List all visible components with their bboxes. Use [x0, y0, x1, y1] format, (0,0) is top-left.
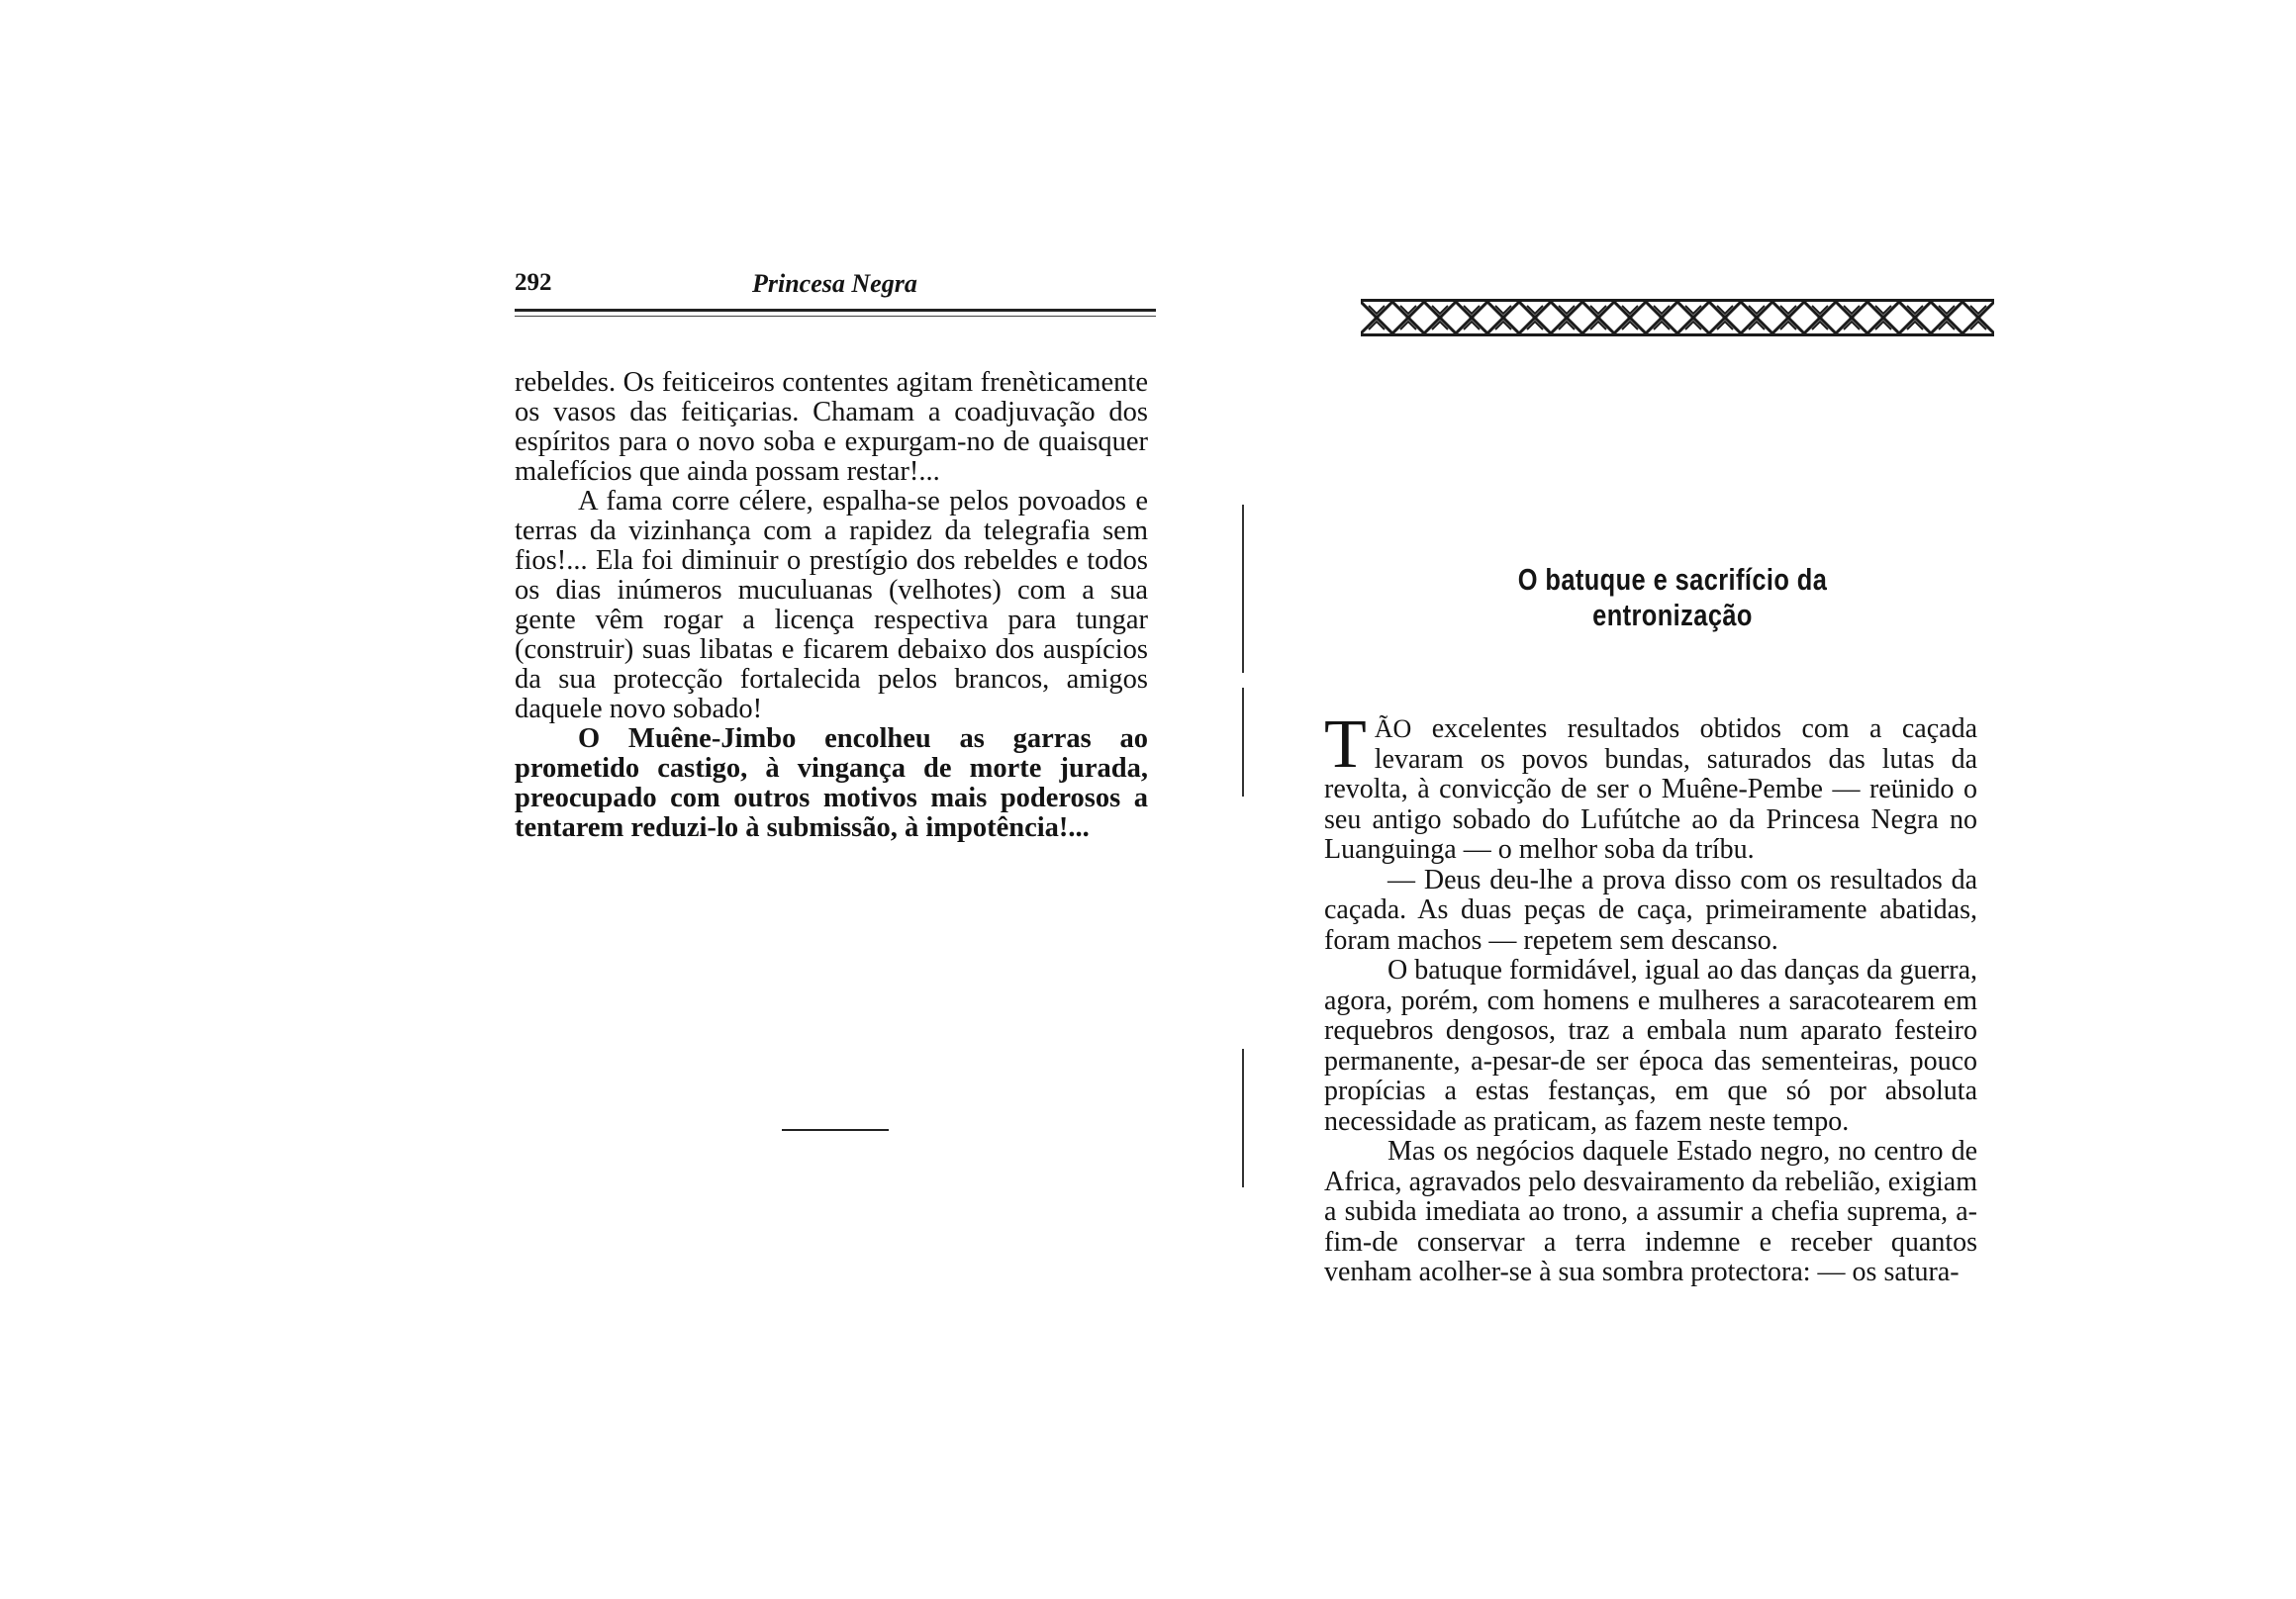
left-body-text [515, 368, 1148, 843]
running-title: Princesa Negra [752, 269, 917, 298]
paragraph: Mas os negócios daquele Estado negro, no centro de Africa, agravados pelo desvairamento da rebelião, exigiam a subida imediata ao trono, a assumir a chefia suprema, a-fim-de conservar a terra indemne e receber quantos venham acolher-se à sua sombra protectora: — os satura- [1324, 1136, 1977, 1287]
gutter-mark [1242, 505, 1244, 673]
running-head [515, 269, 1158, 309]
end-rule [782, 1129, 889, 1131]
right-body-text [1324, 706, 1977, 1288]
header-rule [515, 309, 1156, 312]
ornament-band [1361, 299, 1994, 336]
gutter-mark [1242, 1049, 1244, 1187]
paragraph: O Muêne-Jimbo encolheu as garras ao prometido castigo, à vingança de morte jurada, preocupado com outros motivos mais poderosos a tentarem reduzi-lo à submissão, à impotência!... [515, 723, 1148, 843]
gutter-marks [1242, 495, 1246, 1187]
gutter-mark [1242, 688, 1244, 797]
paragraph: — Deus deu-lhe a prova disso com os resultados da caçada. As duas peças de caça, primeiramente abatidas, foram machos — repetem sem descanso. [1324, 864, 1977, 956]
page-number: 292 [515, 269, 552, 296]
paragraph-text: excelentes resultados obtidos com a caçada levaram os povos bundas, saturados das lutas da revolta, à convicção de ser o Muêne-Pembe — reünido o seu antigo sobado do Lufútche ao da Princesa Negra no Luanguinga — o melhor soba da tríbu. [1324, 713, 1977, 865]
paragraph [1324, 706, 1977, 866]
left-page [515, 269, 1158, 843]
header-rule-thin [515, 316, 1156, 317]
drop-cap: T [1324, 706, 1367, 783]
paragraph: A fama corre célere, espalha-se pelos povoados e terras da vizinhança com a rapidez da telegrafia sem fios!... Ela foi diminuir o prestígio dos rebeldes e todos os dias inúmeros muculuanas (velhotes) com a sua gente vêm rogar a licença respectiva para tungar (construir) suas libatas e ficarem debaixo dos auspícios da sua protecção fortalecida pelos brancos, amigos daquele novo sobado! [515, 486, 1148, 724]
first-word-rest: ÃO [1374, 714, 1412, 743]
ornament-pattern [1361, 302, 1994, 333]
paragraph: O batuque formidável, igual ao das danças da guerra, agora, porém, com homens e mulheres a saracotearem em requebros dengosos, traz a embala num aparato festeiro permanente, a-pesar-de ser época das sementeiras, pouco propícias a estas festanças, em que só por absoluta necessidade as praticam, as fazem neste tempo. [1324, 955, 1977, 1137]
chapter-title: O batuque e sacrifício da entronização [1517, 562, 1828, 632]
paragraph: rebeldes. Os feiticeiros contentes agitam frenèticamente os vasos das feitiçarias. Chamam a coadjuvação dos espíritos para o novo soba e expurgam-no de quaisquer malefícios que ainda possam restar!... [515, 367, 1148, 487]
